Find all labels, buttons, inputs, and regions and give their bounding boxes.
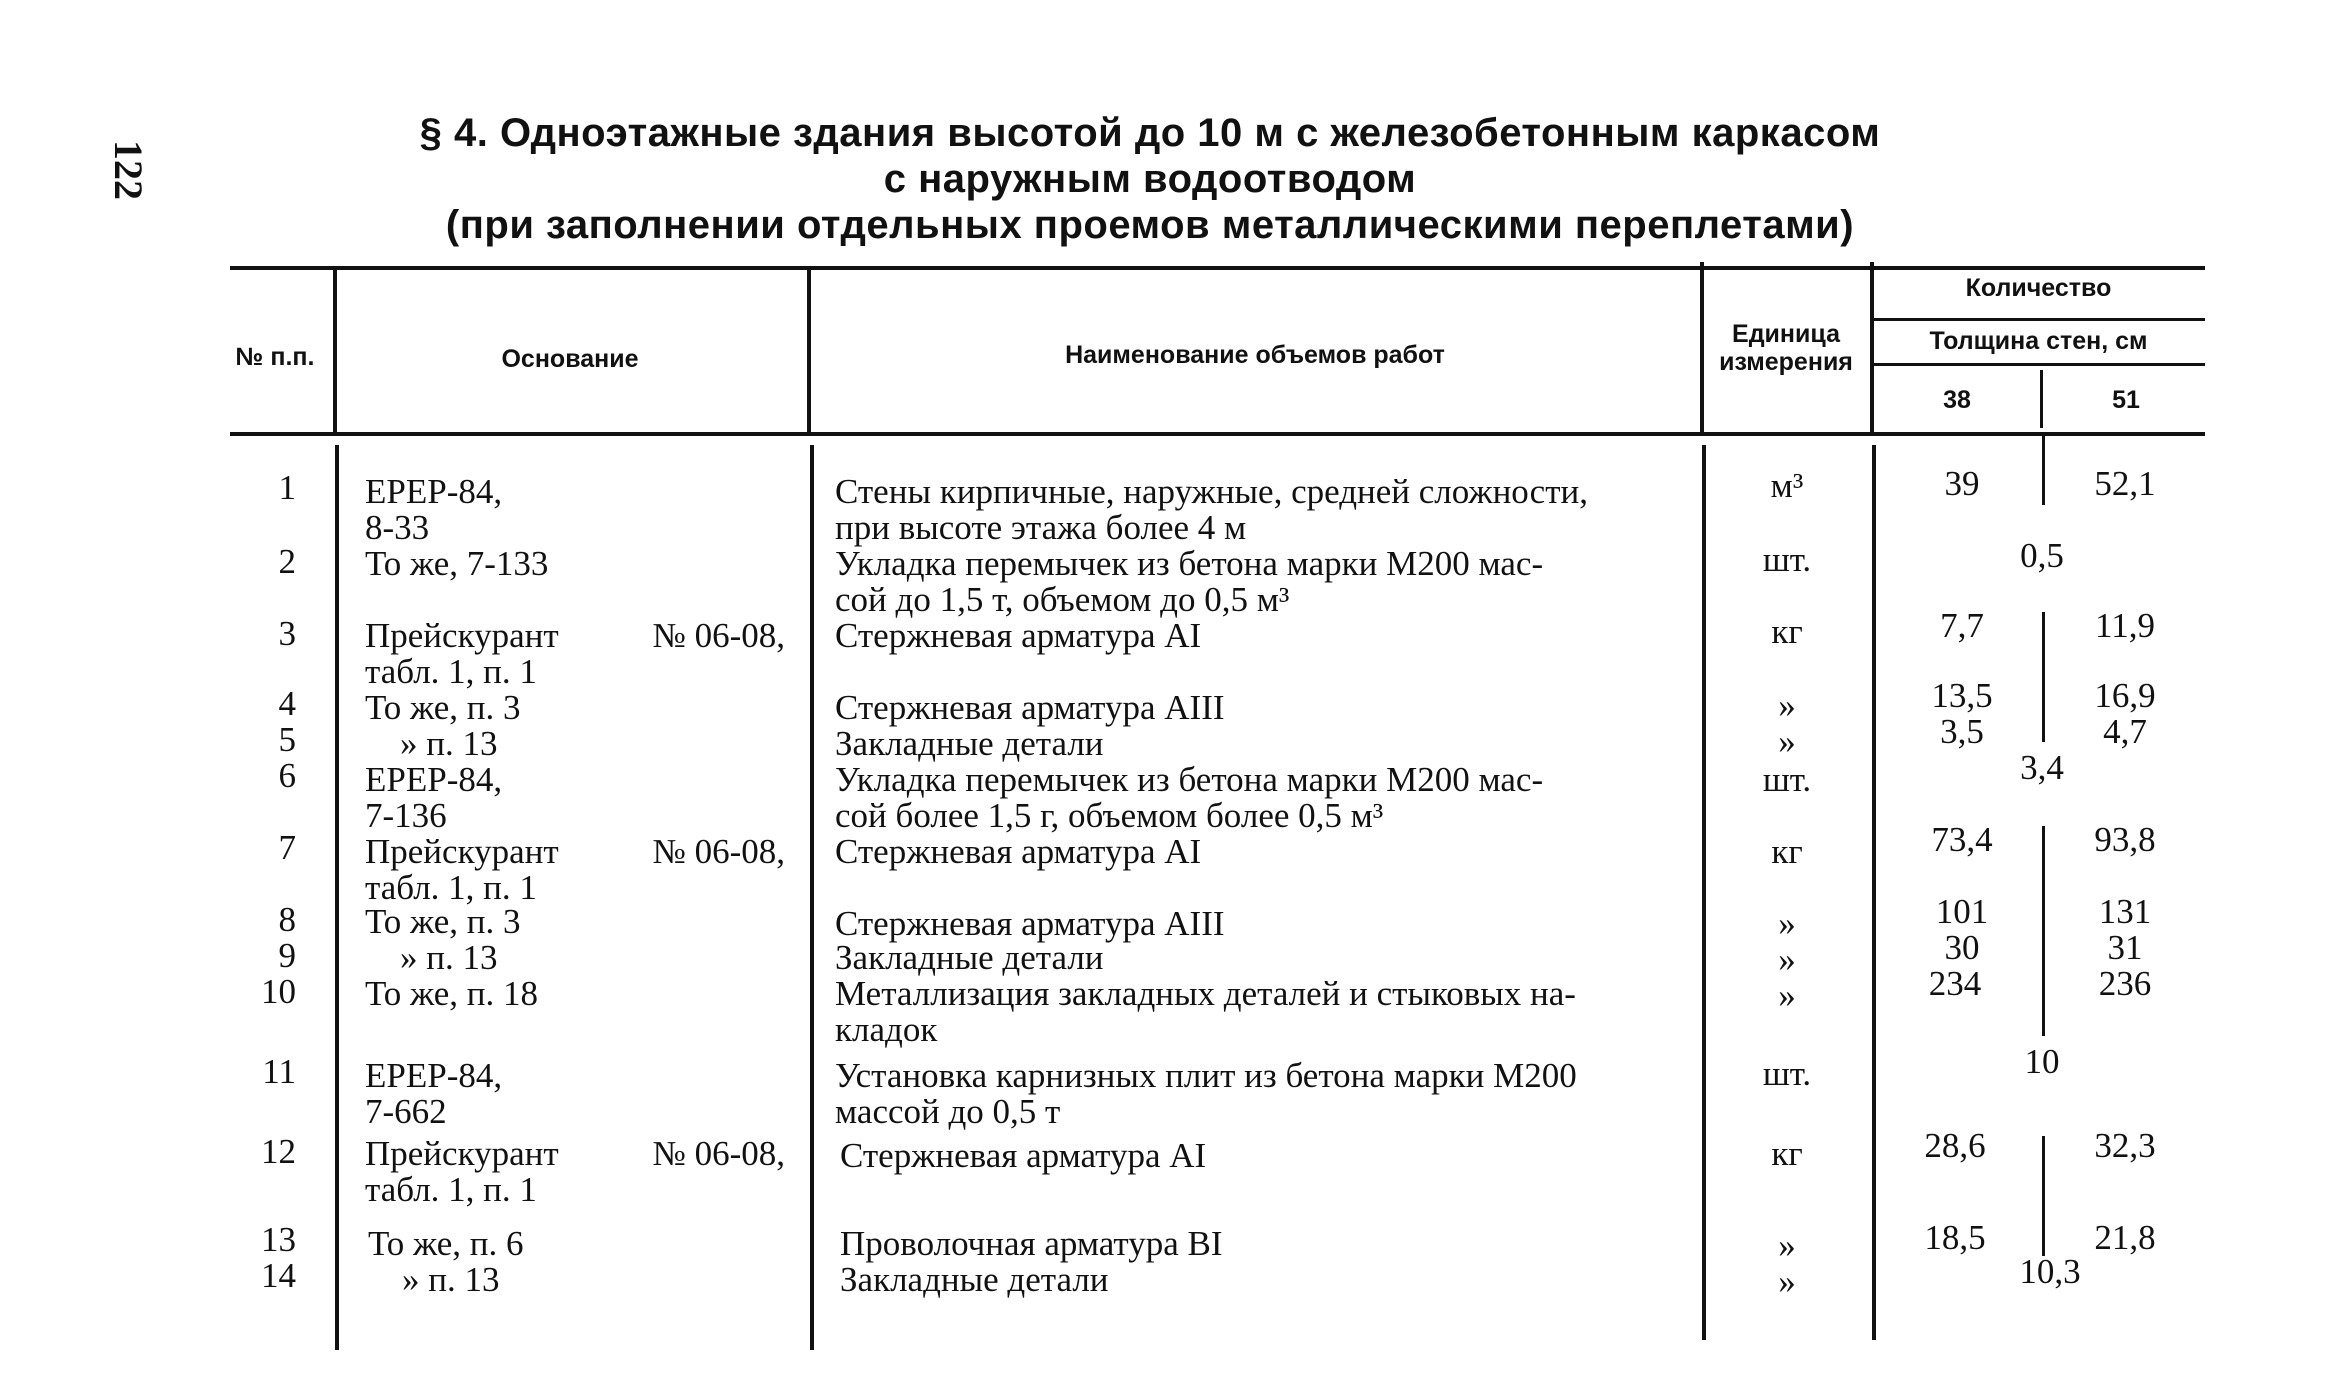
row-8-basis-line1: То же, п. 3 bbox=[365, 902, 521, 941]
row-7-basis-number: № 06-08, bbox=[652, 832, 785, 871]
row-8-value-38: 101 bbox=[1935, 892, 1989, 931]
row-3-value-38: 7,7 bbox=[1940, 606, 1984, 645]
column-divider-unit bbox=[1700, 262, 1704, 432]
row-14-basis-line1: » п. 13 bbox=[402, 1260, 500, 1299]
column-divider-basis bbox=[333, 270, 337, 432]
header-num: № п.п. bbox=[235, 343, 315, 371]
row-1-value-38: 39 bbox=[1944, 464, 1980, 503]
row-13-value-38: 18,5 bbox=[1924, 1218, 1986, 1257]
row-7-unit: кг bbox=[1771, 832, 1803, 871]
row-12-value-38: 28,6 bbox=[1924, 1126, 1986, 1165]
row-5-basis-line1: » п. 13 bbox=[400, 724, 498, 763]
title-line-3: (при заполнении отдельных проемов металлическими переплетами) bbox=[445, 203, 1855, 247]
row-12-basis-line2: табл. 1, п. 1 bbox=[365, 1170, 537, 1209]
row-10-unit: » bbox=[1778, 976, 1796, 1015]
row-13-work-line1: Проволочная арматура BI bbox=[840, 1224, 1223, 1263]
row-3-value-51: 11,9 bbox=[2095, 606, 2155, 645]
row-12-basis-number: № 06-08, bbox=[652, 1134, 785, 1173]
row-4-basis-line1: То же, п. 3 bbox=[365, 688, 521, 727]
row-11-work-line2: массой до 0,5 т bbox=[835, 1092, 1061, 1131]
row-12-basis-line1 bbox=[365, 1136, 785, 1172]
row-12-num: 12 bbox=[261, 1132, 296, 1171]
header-basis: Основание bbox=[501, 345, 639, 373]
row-10-basis-line1: То же, п. 18 bbox=[365, 974, 538, 1013]
header-work: Наименование объемов работ bbox=[1065, 341, 1445, 369]
title-line-1: § 4. Одноэтажные здания высотой до 10 м с железобетонным каркасом bbox=[419, 111, 1881, 155]
row-11-basis-line1: ЕРЕР-84, bbox=[365, 1056, 503, 1095]
row-12-work-line1: Стержневая арматура AI bbox=[840, 1136, 1207, 1175]
row-2-work-line2: сой до 1,5 т, объемом до 0,5 м³ bbox=[835, 580, 1290, 619]
row-12-basis-name: Прейскурант bbox=[365, 1134, 559, 1173]
row-4-num: 4 bbox=[278, 684, 296, 723]
row-4-work-line1: Стержневая арматура AIII bbox=[835, 688, 1225, 727]
row-2-value-merged: 0,5 bbox=[2020, 536, 2064, 575]
table-top-rule bbox=[230, 266, 2205, 270]
qty-split-4 bbox=[2042, 1136, 2045, 1256]
row-1-work-line2: при высоте этажа более 4 м bbox=[835, 508, 1247, 547]
row-7-basis-line2: табл. 1, п. 1 bbox=[365, 868, 537, 907]
row-11-value-merged: 10 bbox=[2024, 1042, 2060, 1081]
row-3-basis-line2: табл. 1, п. 1 bbox=[365, 652, 537, 691]
header-unit-line1: Единица bbox=[1732, 320, 1840, 348]
row-3-basis-number: № 06-08, bbox=[652, 616, 785, 655]
row-8-work-line1: Стержневая арматура AIII bbox=[835, 904, 1225, 943]
row-7-value-51: 93,8 bbox=[2094, 820, 2156, 859]
qty-header-rule bbox=[1872, 318, 2205, 321]
header-col-38: 38 bbox=[1943, 386, 1971, 414]
row-10-work-line2: кладок bbox=[835, 1010, 938, 1049]
row-4-value-38: 13,5 bbox=[1931, 676, 1993, 715]
row-2-unit: шт. bbox=[1762, 540, 1812, 579]
row-9-basis-line1: » п. 13 bbox=[400, 938, 498, 977]
row-6-work-line1: Укладка перемычек из бетона марки М200 мас- bbox=[835, 760, 1544, 799]
row-1-unit: м³ bbox=[1770, 466, 1804, 505]
qty-split-1 bbox=[2042, 435, 2045, 505]
header-qty: Количество bbox=[1965, 274, 2112, 302]
row-6-basis-line1: ЕРЕР-84, bbox=[365, 760, 503, 799]
column-divider-38-51 bbox=[2040, 370, 2043, 428]
row-13-unit: » bbox=[1778, 1226, 1796, 1265]
row-2-num: 2 bbox=[278, 542, 296, 581]
row-12-value-51: 32,3 bbox=[2094, 1126, 2156, 1165]
row-11-work-line1: Установка карнизных плит из бетона марки М200 bbox=[835, 1056, 1577, 1095]
row-5-value-51: 4,7 bbox=[2103, 712, 2147, 751]
title-line-2: с наружным водоотводом bbox=[883, 157, 1417, 201]
thickness-header-rule bbox=[1872, 363, 2205, 366]
row-9-unit: » bbox=[1778, 940, 1796, 979]
row-6-work-line2: сой более 1,5 г, объемом более 0,5 м³ bbox=[835, 796, 1384, 835]
row-6-value-merged: 3,4 bbox=[2020, 748, 2064, 787]
header-unit-line2: измерения bbox=[1719, 348, 1853, 376]
row-7-basis-name: Прейскурант bbox=[365, 832, 559, 871]
row-7-basis-line1 bbox=[365, 834, 785, 870]
row-13-value-51: 21,8 bbox=[2094, 1218, 2156, 1257]
row-5-work-line1: Закладные детали bbox=[835, 724, 1104, 763]
row-10-value-38: 234 bbox=[1928, 964, 1982, 1003]
header-thickness: Толщина стен, см bbox=[1929, 327, 2148, 355]
row-13-num: 13 bbox=[261, 1220, 296, 1259]
row-3-work-line1: Стержневая арматура AI bbox=[835, 616, 1202, 655]
row-8-num: 8 bbox=[278, 900, 296, 939]
row-7-work-line1: Стержневая арматура AI bbox=[835, 832, 1202, 871]
row-7-value-38: 73,4 bbox=[1931, 820, 1993, 859]
row-1-value-51: 52,1 bbox=[2094, 464, 2156, 503]
row-3-num: 3 bbox=[278, 614, 296, 653]
qty-split-3 bbox=[2042, 826, 2045, 1036]
row-3-basis-line1 bbox=[365, 618, 785, 654]
row-5-value-38: 3,5 bbox=[1940, 712, 1984, 751]
column-divider-basis-body bbox=[335, 445, 339, 1350]
row-14-num: 14 bbox=[261, 1256, 296, 1295]
row-12-unit: кг bbox=[1771, 1134, 1803, 1173]
row-9-value-38: 30 bbox=[1944, 928, 1980, 967]
row-1-basis-line1: ЕРЕР-84, bbox=[365, 472, 503, 511]
row-6-basis-line2: 7-136 bbox=[365, 796, 447, 835]
row-9-num: 9 bbox=[278, 936, 296, 975]
header-col-51: 51 bbox=[2112, 386, 2140, 414]
row-11-basis-line2: 7-662 bbox=[365, 1092, 447, 1131]
row-13-basis-line1: То же, п. 6 bbox=[368, 1224, 524, 1263]
row-3-unit: кг bbox=[1771, 612, 1803, 651]
row-5-num: 5 bbox=[278, 720, 296, 759]
column-divider-qty bbox=[1870, 262, 1874, 432]
row-8-value-51: 131 bbox=[2098, 892, 2152, 931]
row-2-basis-line1: То же, 7-133 bbox=[365, 544, 549, 583]
page-number: 122 bbox=[106, 140, 151, 200]
header-bottom-rule bbox=[230, 432, 2205, 436]
row-14-work-line1: Закладные детали bbox=[840, 1260, 1109, 1299]
row-10-num: 10 bbox=[261, 972, 296, 1011]
row-2-work-line1: Укладка перемычек из бетона марки М200 мас- bbox=[835, 544, 1544, 583]
qty-split-2 bbox=[2042, 612, 2045, 742]
column-divider-work bbox=[807, 270, 811, 432]
row-10-work-line1: Металлизация закладных деталей и стыковых на- bbox=[835, 974, 1576, 1013]
row-6-unit: шт. bbox=[1762, 760, 1812, 799]
row-11-unit: шт. bbox=[1762, 1054, 1812, 1093]
row-1-num: 1 bbox=[278, 468, 296, 507]
section-title bbox=[330, 110, 1970, 248]
header-unit bbox=[1706, 320, 1866, 376]
row-9-value-51: 31 bbox=[2107, 928, 2143, 967]
row-14-value-merged: 10,3 bbox=[2019, 1252, 2081, 1291]
row-3-basis-name: Прейскурант bbox=[365, 616, 559, 655]
row-8-unit: » bbox=[1778, 904, 1796, 943]
row-1-work-line1: Стены кирпичные, наружные, средней сложности, bbox=[835, 472, 1588, 511]
row-11-num: 11 bbox=[262, 1052, 296, 1091]
row-14-unit: » bbox=[1778, 1262, 1796, 1301]
row-4-unit: » bbox=[1778, 686, 1796, 725]
row-6-num: 6 bbox=[278, 756, 296, 795]
row-4-value-51: 16,9 bbox=[2094, 676, 2156, 715]
row-9-work-line1: Закладные детали bbox=[835, 938, 1104, 977]
row-1-basis-line2: 8-33 bbox=[365, 508, 430, 547]
row-10-value-51: 236 bbox=[2098, 964, 2152, 1003]
row-7-num: 7 bbox=[278, 828, 296, 867]
row-5-unit: » bbox=[1778, 722, 1796, 761]
